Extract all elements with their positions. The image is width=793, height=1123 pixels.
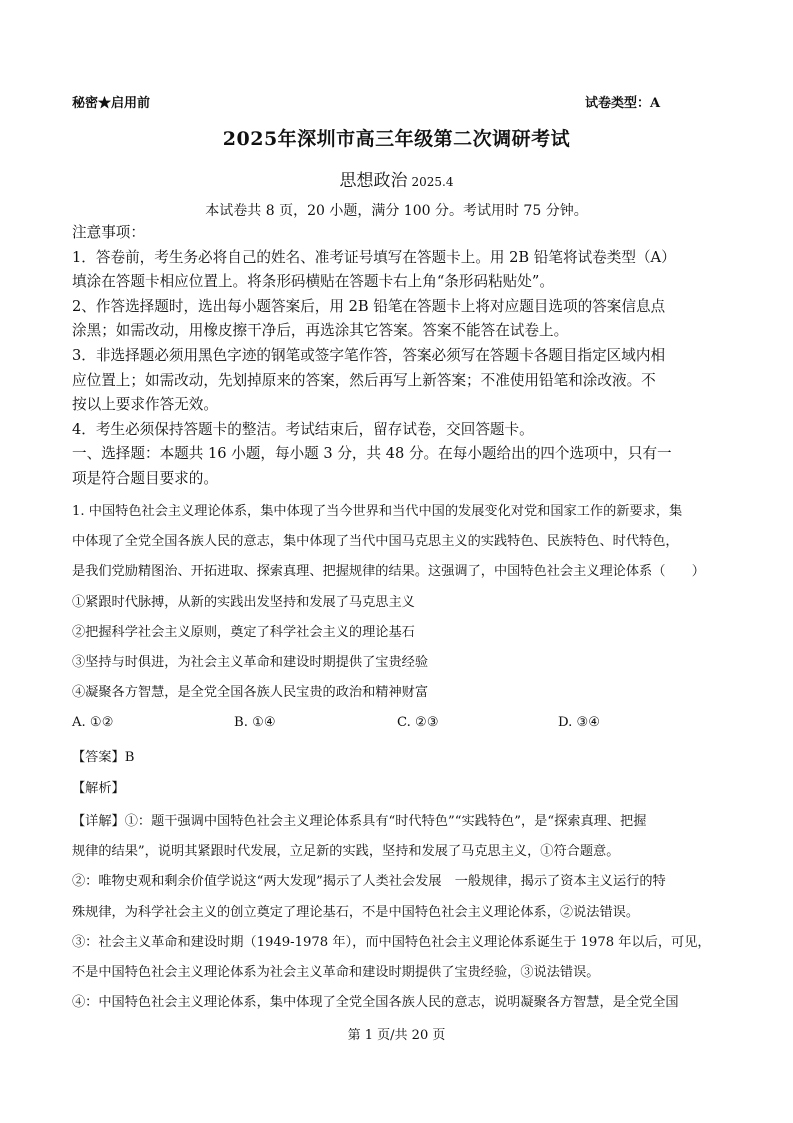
exam-info: 本试卷共 8 页，20 小题，满分 100 分。考试用时 75 分钟。: [205, 203, 588, 219]
subject-line: [0, 166, 793, 191]
paper-type-label: 试卷类型：A: [585, 96, 661, 111]
detail-line: ②：唯物史观和剩余价值学说这“两大发现”揭示了人类社会发展 一般规律，揭示了资本主义运行的特: [72, 874, 666, 890]
instruction-line: 填涂在答题卡相应位置上。将条形码横贴在答题卡右上角“条形码粘贴处”。: [72, 273, 554, 291]
detail-line: ③：社会主义革命和建设时期（1949-1978 年），而中国特色社会主义理论体系诞生于 1978 年以后，可见，: [72, 934, 711, 950]
answer-choices: [72, 708, 724, 740]
analysis-detail: [72, 807, 724, 1018]
page-footer: 第 1 页/共 20 页: [347, 1028, 446, 1043]
instructions-heading: 注意事项：: [72, 224, 145, 241]
analysis-label: 【解析】: [72, 781, 125, 796]
choice-c: C. ②③: [397, 715, 439, 731]
subject-name: 思想政治: [339, 171, 408, 191]
statement-4: ④凝聚各方智慧，是全党全国各族人民宝贵的政治和精神财富: [72, 685, 429, 701]
statement-3: ③坚持与时俱进，为社会主义革命和建设时期提供了宝贵经验: [72, 655, 429, 671]
question-1: [72, 497, 724, 740]
detail-line: 规律的结果”，说明其紧跟时代发展，立足新的实践，坚持和发展了马克思主义，①符合题意。: [72, 844, 620, 860]
detail-line: 不是中国特色社会主义理论体系为社会主义革命和建设时期提供了宝贵经验，③说法错误。: [72, 965, 600, 981]
choice-d: D. ③④: [558, 715, 601, 731]
statement-1: ①紧跟时代脉搏，从新的实践出发坚持和发展了马克思主义: [72, 594, 415, 610]
confidential-label: 秘密★启用前: [72, 96, 151, 111]
choice-a: A. ①②: [72, 715, 114, 731]
instruction-line: 2、作答选择题时，选出每小题答案后，用 2B 铅笔在答题卡上将对应题目选项的答案信息点: [72, 297, 666, 315]
section-heading-line: 项是符合题目要求的。: [72, 469, 218, 487]
question-stem-line: 1. 中国特色社会主义理论体系，集中体现了当今世界和当代中国的发展变化对党和国家工作的新要求，集: [72, 504, 683, 519]
detail-line: 【详解】①：题干强调中国特色社会主义理论体系具有“时代特色”“实践特色”，是“探索真理、把握: [72, 814, 647, 829]
detail-line: ④：中国特色社会主义理论体系，集中体现了全党全国各族人民的意志，说明凝聚各方智慧，是全党全国: [72, 995, 679, 1011]
instruction-line: 应位置上；如需改动，先划掉原来的答案，然后再写上新答案；不准使用铅笔和涂改液。不: [72, 371, 656, 389]
question-stem-line: 是我们党励精图治、开拓进取、探索真理、把握规律的结果。这强调了，中国特色社会主义理论体系（ ）: [72, 564, 705, 580]
instruction-line: 按以上要求作答无效。: [72, 396, 218, 414]
question-stem-line: 中体现了全党全国各族人民的意志，集中体现了当代中国马克思主义的实践特色、民族特色、时代特色，: [72, 534, 679, 550]
exam-title: 2025年深圳市高三年级第二次调研考试: [222, 128, 571, 150]
choice-b: B. ①④: [234, 715, 276, 731]
instruction-line: 4．考生必须保持答题卡的整洁。考试结束后，留存试卷，交回答题卡。: [72, 420, 534, 438]
instruction-line: 涂黑；如需改动，用橡皮擦干净后，再选涂其它答案。答案不能答在试卷上。: [72, 322, 569, 340]
instruction-line: 1．答卷前，考生务必将自己的姓名、准考证号填写在答题卡上。用 2B 铅笔将试卷类型（A）: [72, 248, 676, 266]
exam-date: 2025.4: [411, 175, 454, 189]
instructions: [72, 221, 724, 492]
answer-line: 【答案】B: [72, 750, 135, 765]
instruction-line: 3．非选择题必须用黑色字迹的钢笔或签字笔作答，答案必须写在答题卡各题目指定区域内相: [72, 346, 666, 364]
statement-2: ②把握科学社会主义原则，奠定了科学社会主义的理论基石: [72, 624, 415, 640]
section-heading-line: 一、选择题：本题共 16 小题，每小题 3 分，共 48 分。在每小题给出的四个选项中，只有一: [72, 445, 672, 463]
detail-line: 殊规律，为科学社会主义的创立奠定了理论基石，不是中国特色社会主义理论体系，②说法错误。: [72, 904, 640, 920]
